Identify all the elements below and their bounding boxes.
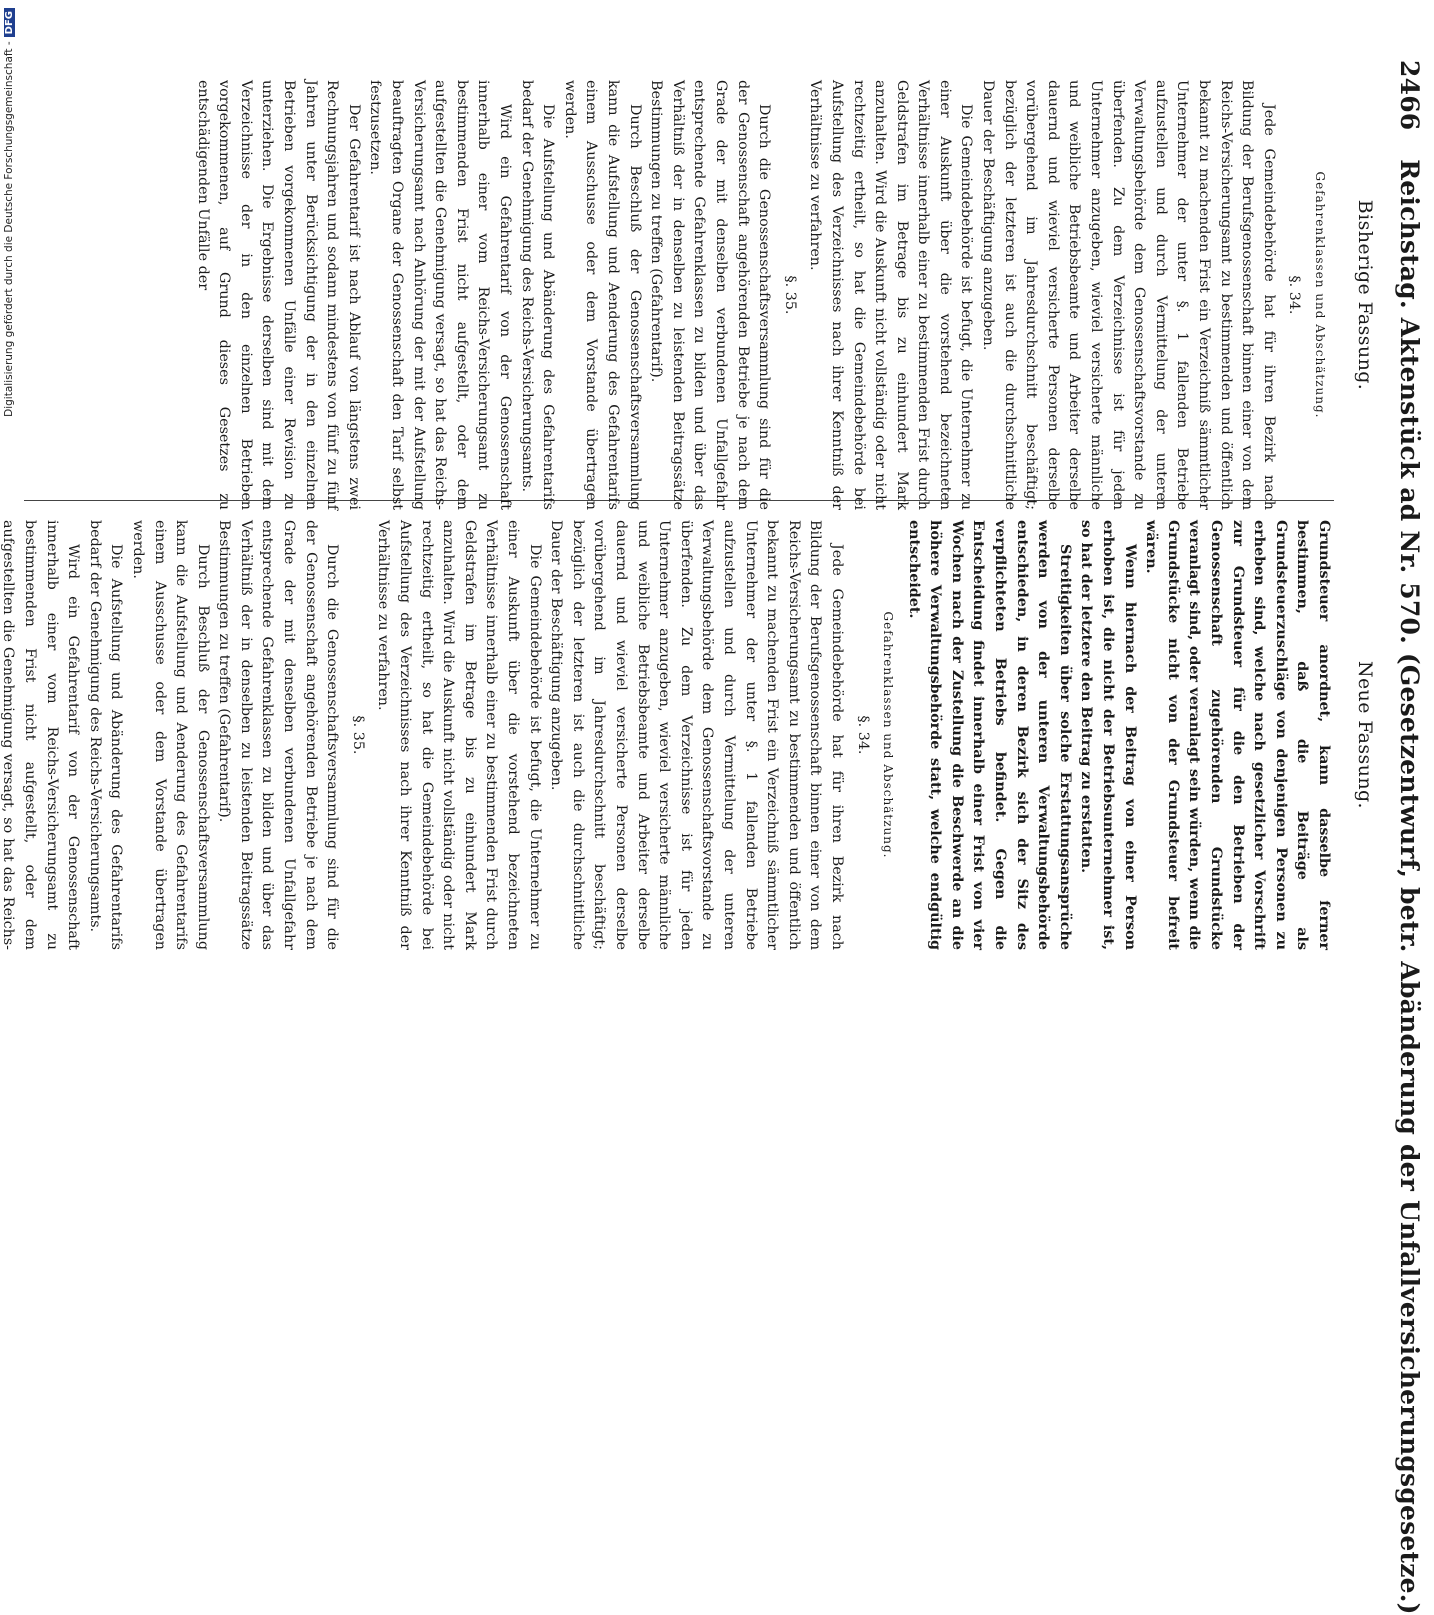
page-title: Reichstag. Aktenstück ad Nr. 570. (Gesetzentwurf, betr. Abänderung der Unfallversicherungsgesetze.): [1395, 159, 1424, 1615]
paragraph: Jede Gemeindebehörde hat für ihren Bezirk nach Bildung der Berufsgenossenschaft binnen einer von dem Reichs-Versicherungsamt zu bestimmenden und öffentlich bekannt zu machenden Frist ein Verzeichniß sämmtlicher Unternehmer der unter §. 1 fallenden Betriebe aufzustellen und durch Vermittelung der unteren Verwaltungsbehörde dem Genossenschaftsvorstande zu überfenden. Zu dem Verzeichnisse ist für jeden Unternehmer anzugeben, wieviel versicherte männliche und weibliche Betriebsbeamte und Arbeiter derselbe dauernd und wieviel versicherte Personen derselbe vorübergehend im Jahresdurchschnitt beschäftigt; bezüglich der letzteren ist auch die durchschnittliche Dauer der Beschäftigung anzugeben.: [548, 520, 845, 950]
right-column-heading: Neue Fassung.: [1354, 661, 1376, 809]
section-title: Gefahrenklassen und Abschätzung.: [1313, 171, 1327, 419]
right-column: [0, 520, 1334, 950]
paragraph: Wird ein Gefahrentarif von der Genossenschaft innerhalb einer vom Reichs-Versicherungsamt zu bestimmenden Frist nicht aufgestellt, oder dem aufgestellten die Genehmigung versagt, so hat das Reichs-Versicherungsamt nach Anhörung der mit der Aufstellung beauftragten Organe der Genossenschaft den Tarif selbst festzusetzen.: [367, 80, 514, 510]
bold-paragraph: Wenn hiernach der Beitrag von einer Person erhoben ist, die nicht der Betriebsunternehmer ist, so hat der letztere den Beitrag zu erstatten.: [1078, 520, 1138, 950]
paragraph: Die Gemeindebehörde ist befugt, die Unternehmer zu einer Auskunft über die vorstehend bezeichneten Verhältnisse innerhalb einer zu bestimmenden Frist durch Geldstrafen im Betrage bis zu einhundert Mark anzuhalten. Wird die Auskunft nicht vollständig oder nicht rechtzeitig ertheilt, so hat die Gemeindebehörde bei Aufstellung des Verzeichnisses nach ihrer Kenntniß der Verhältnisse zu verfahren.: [807, 80, 975, 510]
paragraph: Die Aufstellung und Abänderung des Gefahrentarifs bedarf der Genehmigung des Reichs-Versicherungsamts.: [518, 80, 557, 510]
page-header: [1395, 60, 1424, 1615]
credit-text: Digitalisierung gefördert durch die Deutsche Forschungsgemeinschaft -: [3, 41, 15, 417]
section-label: §. 34.: [1286, 275, 1303, 315]
left-column: [191, 80, 1334, 510]
paragraph: Durch die Genossenschaftsversammlung sind für die der Genossenschaft angehörenden Betriebe je nach dem Grade der mit denselben verbundenen Unfallgefahr entsprechende Gefahrenklassen zu bilden und über das Verhältniß der in denselben zu leistenden Beitragssätze Bestimmungen zu treffen (Gefahrentarif).: [648, 80, 773, 510]
paragraph: Jede Gemeindebehörde hat für ihren Bezirk nach Bildung der Berufsgenossenschaft binnen einer von dem Reichs-Versicherungsamt zu bestimmenden und öffentlich bekannt zu machenden Frist ein Verzeichniß sämmtlicher Unternehmer der unter §. 1 fallenden Betriebe aufzustellen und durch Vermittelung der unteren Verwaltungsbehörde dem Genossenschaftsvorstande zu überfenden. Zu dem Verzeichnisse ist für jeden Unternehmer anzugeben, wieviel versicherte männliche und weibliche Betriebsbeamte und Arbeiter derselbe dauernd und wieviel versicherte Personen derselbe vorübergehend im Jahresdurchschnitt beschäftigt; bezüglich der letzteren ist auch die durchschnittliche Dauer der Beschäftigung anzugeben.: [980, 80, 1277, 510]
section-label: §. 34.: [854, 715, 871, 755]
dfg-logo: DFG: [4, 8, 15, 37]
paragraph: Durch Beschluß der Genossenschaftsversammlung kann die Aufstellung und Aenderung des Gefahrentarifs einem Ausschusse oder dem Vorstande übertragen werden.: [561, 80, 643, 510]
paragraph: Die Gemeindebehörde ist befugt, die Unternehmer zu einer Auskunft über die vorstehend bezeichneten Verhältnisse innerhalb einer zu bestimmenden Frist durch Geldstrafen im Betrage bis zu einhundert Mark anzuhalten. Wird die Auskunft nicht vollständig oder nicht rechtzeitig ertheilt, so hat die Gemeindebehörde bei Aufstellung des Verzeichnisses nach ihrer Kenntniß der Verhältnisse zu verfahren.: [375, 520, 543, 950]
section-label: §. 35.: [349, 715, 366, 755]
left-column-heading: Bisherige Fassung.: [1354, 199, 1376, 391]
page-number: 2466: [1395, 60, 1424, 131]
paragraph: Durch die Genossenschaftsversammlung sind für die der Genossenschaft angehörenden Betriebe je nach dem Grade der mit denselben verbundenen Unfallgefahr entsprechende Gefahrenklassen zu bilden und über das Verhältniß der in denselben zu leistenden Beitragssätze Bestimmungen zu treffen (Gefahrentarif).: [216, 520, 341, 950]
paragraph: Durch Beschluß der Genossenschaftsversammlung kann die Aufstellung und Aenderung des Gefahrentarifs einem Ausschusse oder dem Vorstande übertragen werden.: [129, 520, 211, 950]
paragraph: Die Aufstellung und Abänderung des Gefahrentarifs bedarf der Genehmigung des Reichs-Versicherungsamts.: [86, 520, 125, 950]
paragraph: Wird ein Gefahrentarif von der Genossenschaft innerhalb einer vom Reichs-Versicherungsamt zu bestimmenden Frist nicht aufgestellt, oder dem aufgestellten die Genehmigung versagt, so hat das Reichs-: [0, 520, 82, 950]
digitization-credit: [0, 0, 18, 1000]
section-label: §. 35.: [781, 275, 798, 315]
bold-paragraph: Grundsteuer anordnet, kann dasselbe ferner bestimmen, daß die Beiträge als Grundsteuerzuschläge von denjenigen Personen zu erheben sind, welche nach gesetzlicher Vorschrift zur Grundsteuer für die den Betrieben der Genossenschaft zugehörenden Grundstücke veranlagt sind, oder veranlagt sein würden, wenn die Grundstücke nicht von der Grundsteuer befreit wären.: [1143, 520, 1332, 950]
bold-paragraph: Streitigkeiten über solche Erstattungsansprüche werden von der unteren Verwaltungsbehörde entschieden, in deren Bezirk sich der Sitz des verpflichteten Betriebs befindet. Gegen die Entscheidung findet innerhalb einer Frist von vier Wochen nach der Zustellung die Beschwerde an die höhere Verwaltungsbehörde statt, welche endgültig entscheidet.: [905, 520, 1073, 950]
section-title: Gefahrenklassen und Abschätzung.: [881, 611, 896, 859]
paragraph: Der Gefahrentarif ist nach Ablauf von längstens zwei Rechnungsjahren und sodann mindestens von fünf zu fünf Jahren unter Berücksichtigung der in den einzelnen Betrieben vorgekommenen Unfälle einer Revision zu unterziehen. Die Ergebnisse derselben sind mit dem Verzeichnisse der in den einzelnen Betrieben vorgekommenen, auf Grund dieses Gesetzes zu entschädigenden Unfälle der: [194, 80, 362, 510]
